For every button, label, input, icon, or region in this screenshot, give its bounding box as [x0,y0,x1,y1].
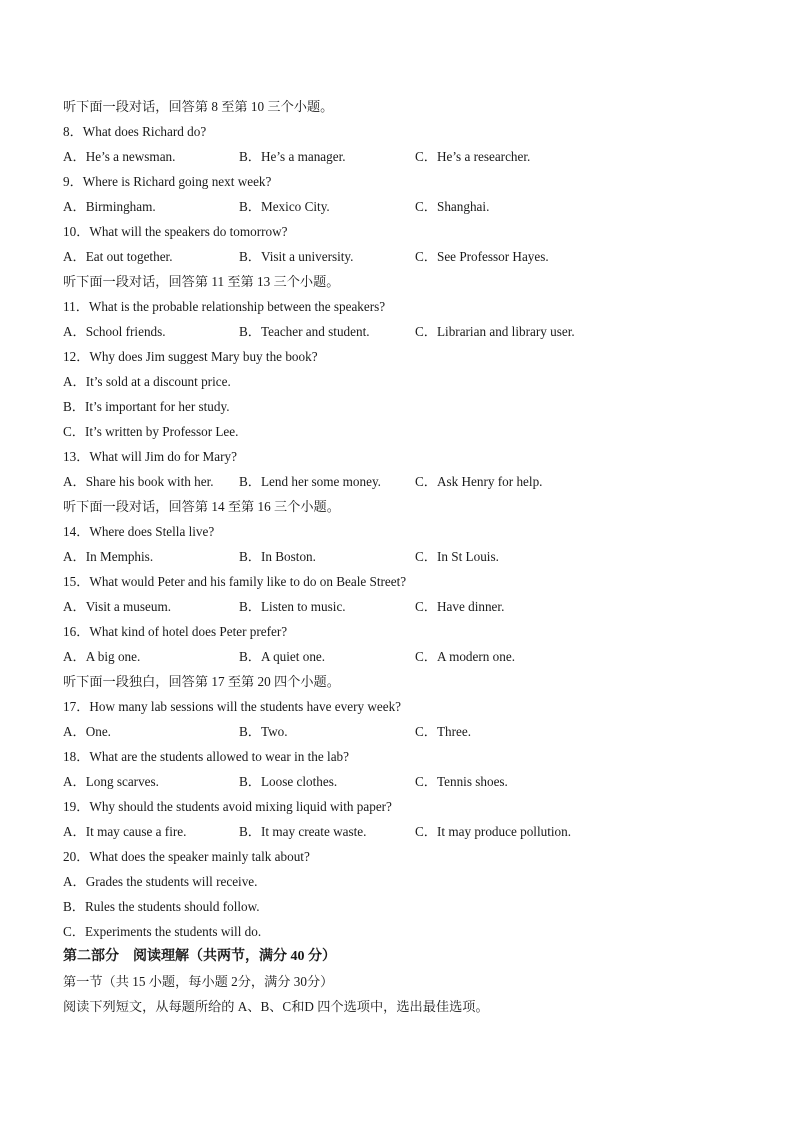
option-c: C．He’s a researcher. [415,149,531,164]
options-row [63,244,743,269]
section-instruction: 听下面一段对话，回答第 8 至第 10 三个小题。 [63,99,334,114]
option-a: A．It’s sold at a discount price. [63,374,231,389]
option-b: B．Teacher and student. [239,324,370,339]
section-instruction: 听下面一段对话，回答第 14 至第 16 三个小题。 [63,499,340,514]
option-a: A．Visit a museum. [63,599,171,614]
question-stem: 8．What does Richard do? [63,124,207,139]
question-stem: 15．What would Peter and his family like to do on Beale Street? [63,574,407,589]
option-b: B．Rules the students should follow. [63,899,260,914]
option-c: C．Tennis shoes. [415,774,508,789]
option-c: C．Have dinner. [415,599,505,614]
part-two [63,944,743,1019]
option-a: A．Grades the students will receive. [63,874,258,889]
question-stem: 13．What will Jim do for Mary? [63,449,237,464]
question-stem: 16．What kind of hotel does Peter prefer? [63,624,288,639]
options-row [63,544,743,569]
option-a: A．A big one. [63,649,141,664]
option-a: A．In Memphis. [63,549,154,564]
options-row [63,194,743,219]
question-stem: 17．How many lab sessions will the students have every week? [63,699,402,714]
option-c: C．It may produce pollution. [415,824,572,839]
question-stem: 12．Why does Jim suggest Mary buy the book? [63,349,318,364]
options-row [63,719,743,744]
option-a: A．It may cause a fire. [63,824,187,839]
option-b: B．Loose clothes. [239,774,338,789]
options-row [63,319,743,344]
options-row [63,644,743,669]
option-a: A．Birmingham. [63,199,156,214]
option-b: B．Listen to music. [239,599,346,614]
option-c: C．See Professor Hayes. [415,249,549,264]
part-two-directions: 阅读下列短文，从每题所给的 A、B、C和D 四个选项中，选出最佳选项。 [63,999,489,1014]
option-a: A．He’s a newsman. [63,149,176,164]
option-b: B．It’s important for her study. [63,399,230,414]
option-c: C．Librarian and library user. [415,324,575,339]
options-row [63,469,743,494]
question-stem: 9．Where is Richard going next week? [63,174,272,189]
options-row [63,769,743,794]
option-b: B．Lend her some money. [239,474,381,489]
question-stem: 14．Where does Stella live? [63,524,215,539]
option-a: A．Share his book with her. [63,474,214,489]
option-a: A．School friends. [63,324,166,339]
options-row [63,144,743,169]
option-b: B．Two. [239,724,288,739]
option-b: B．Mexico City. [239,199,330,214]
option-c: C．Experiments the students will do. [63,924,262,939]
option-c: C．In St Louis. [415,549,499,564]
exam-page [63,94,743,944]
options-row [63,594,743,619]
question-stem: 18．What are the students allowed to wear in the lab? [63,749,349,764]
part-two-heading: 第二部分 阅读理解（共两节，满分 40 分） [63,949,336,964]
section-instruction: 听下面一段独白，回答第 17 至第 20 四个小题。 [63,674,340,689]
option-a: A．Long scarves. [63,774,159,789]
question-stem: 10．What will the speakers do tomorrow? [63,224,288,239]
options-row [63,819,743,844]
option-b: B．It may create waste. [239,824,367,839]
question-stem: 11．What is the probable relationship between the speakers? [63,299,386,314]
option-b: B．A quiet one. [239,649,326,664]
option-c: C．It’s written by Professor Lee. [63,424,239,439]
question-stem: 19．Why should the students avoid mixing liquid with paper? [63,799,392,814]
option-b: B．He’s a manager. [239,149,346,164]
option-b: B．In Boston. [239,549,316,564]
section-instruction: 听下面一段对话，回答第 11 至第 13 三个小题。 [63,274,340,289]
option-c: C．Ask Henry for help. [415,474,543,489]
part-two-section-one: 第一节（共 15 小题，每小题 2分，满分 30分） [63,974,334,989]
question-stem: 20．What does the speaker mainly talk about? [63,849,310,864]
option-c: C．Shanghai. [415,199,490,214]
option-c: C．A modern one. [415,649,515,664]
option-a: A．Eat out together. [63,249,173,264]
option-a: A．One. [63,724,111,739]
option-c: C．Three. [415,724,472,739]
option-b: B．Visit a university. [239,249,354,264]
